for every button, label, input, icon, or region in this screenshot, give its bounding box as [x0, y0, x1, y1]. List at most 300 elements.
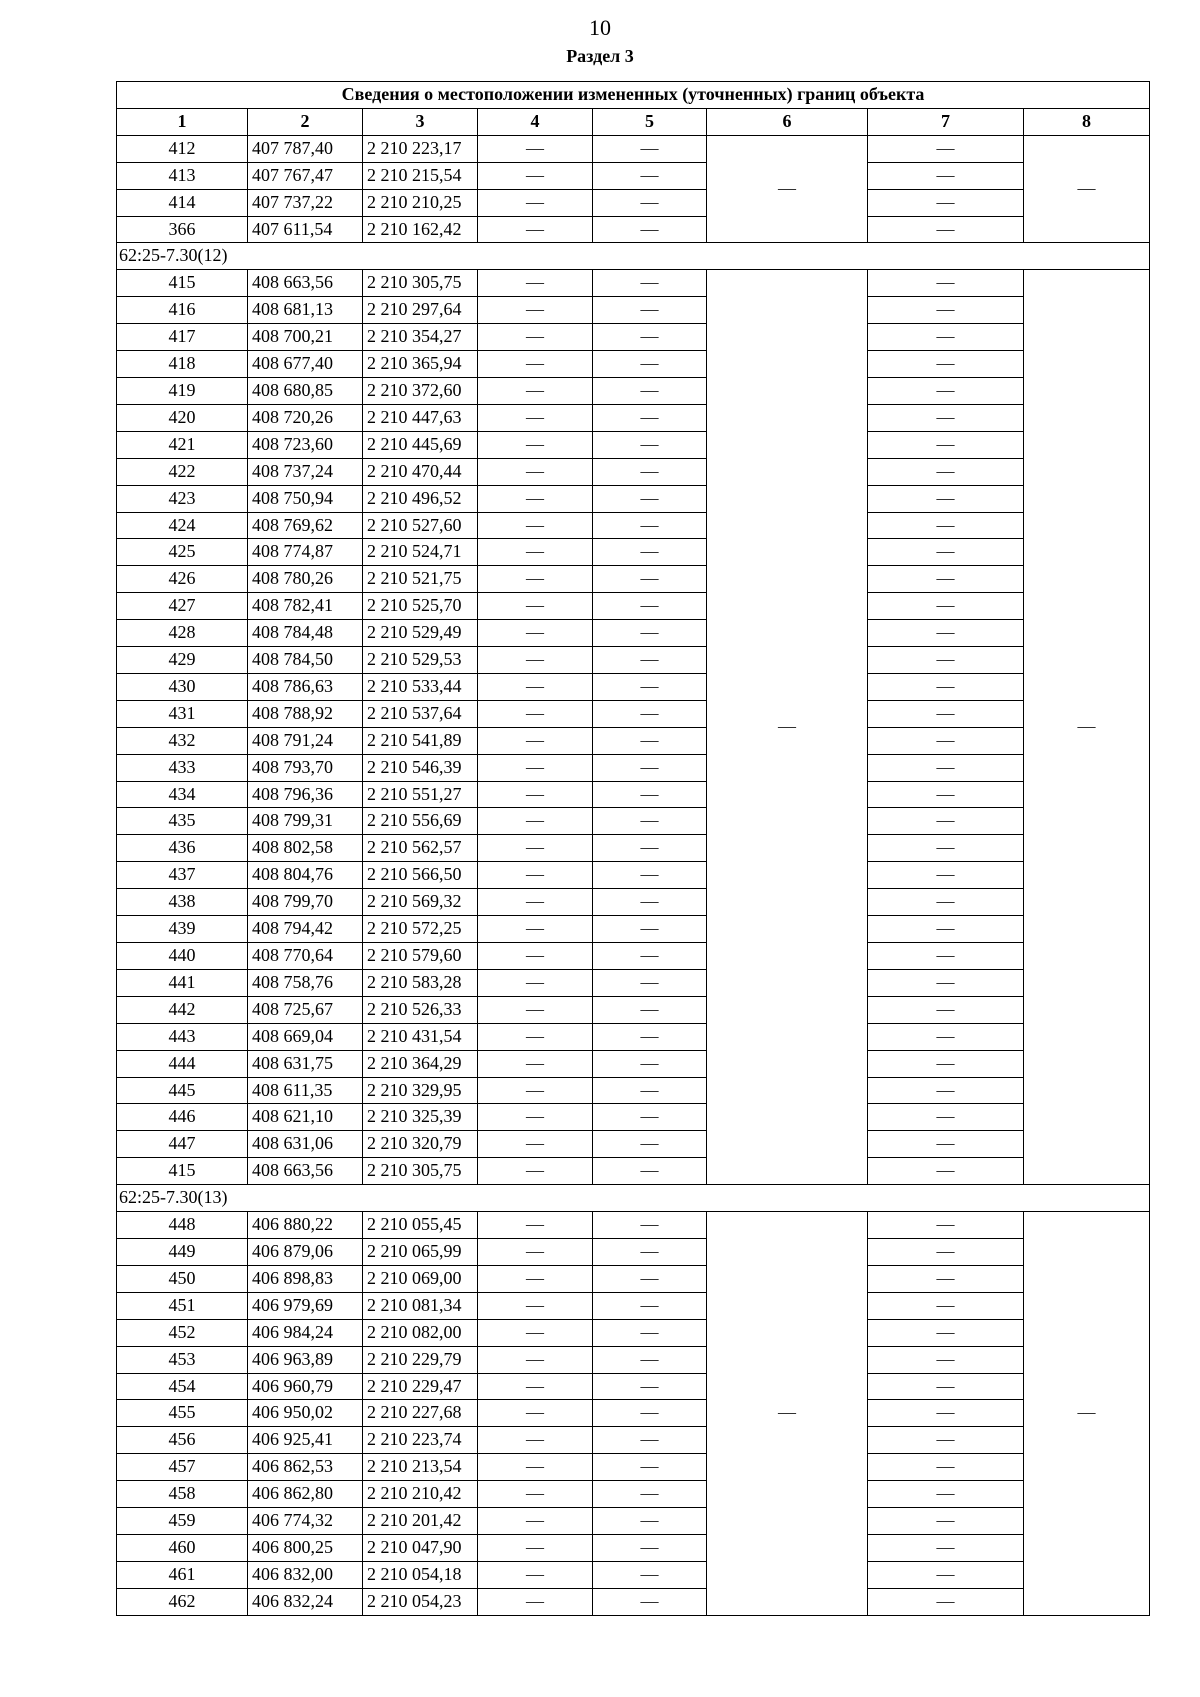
x-coordinate-cell: 406 800,25 [248, 1534, 363, 1561]
table-row [117, 647, 1150, 674]
column-5-cell: — [593, 943, 707, 970]
x-coordinate-cell: 406 963,89 [248, 1346, 363, 1373]
y-coordinate-cell: 2 210 583,28 [363, 969, 478, 996]
point-number-cell: 448 [117, 1212, 248, 1239]
column-4-cell: — [478, 1427, 593, 1454]
point-number-cell: 421 [117, 431, 248, 458]
column-7-cell: — [868, 943, 1024, 970]
column-4-cell: — [478, 1346, 593, 1373]
column-5-cell: — [593, 781, 707, 808]
column-7-cell: — [868, 647, 1024, 674]
column-4-cell: — [478, 216, 593, 243]
point-number-cell: 461 [117, 1561, 248, 1588]
table-row [117, 458, 1150, 485]
table-row [117, 1534, 1150, 1561]
x-coordinate-cell: 408 663,56 [248, 1158, 363, 1185]
column-5-cell: — [593, 969, 707, 996]
column-5-cell: — [593, 297, 707, 324]
section-title: Раздел 3 [566, 46, 634, 66]
y-coordinate-cell: 2 210 213,54 [363, 1454, 478, 1481]
column-5-cell: — [593, 324, 707, 351]
column-5-cell: — [593, 512, 707, 539]
column-5-cell: — [593, 1588, 707, 1615]
column-7-cell: — [868, 727, 1024, 754]
column-7-cell: — [868, 1481, 1024, 1508]
table-row [117, 539, 1150, 566]
column-5-cell: — [593, 1131, 707, 1158]
column-5-cell: — [593, 593, 707, 620]
x-coordinate-cell: 408 774,87 [248, 539, 363, 566]
column-header-row [117, 108, 1150, 135]
point-number-cell: 452 [117, 1319, 248, 1346]
column-7-cell: — [868, 431, 1024, 458]
column-4-cell: — [478, 727, 593, 754]
y-coordinate-cell: 2 210 537,64 [363, 700, 478, 727]
table-row [117, 862, 1150, 889]
x-coordinate-cell: 408 769,62 [248, 512, 363, 539]
table-row [117, 270, 1150, 297]
column-7-cell: — [868, 458, 1024, 485]
column-5-cell: — [593, 1265, 707, 1292]
y-coordinate-cell: 2 210 496,52 [363, 485, 478, 512]
column-4-cell: — [478, 808, 593, 835]
point-number-cell: 423 [117, 485, 248, 512]
column-8-merged-cell: — [1024, 1212, 1150, 1616]
point-number-cell: 434 [117, 781, 248, 808]
page-number: 10 [589, 15, 611, 40]
point-number-cell: 450 [117, 1265, 248, 1292]
x-coordinate-cell: 408 750,94 [248, 485, 363, 512]
y-coordinate-cell: 2 210 562,57 [363, 835, 478, 862]
column-5-cell: — [593, 1561, 707, 1588]
column-5-cell: — [593, 1077, 707, 1104]
column-5-cell: — [593, 1427, 707, 1454]
y-coordinate-cell: 2 210 524,71 [363, 539, 478, 566]
column-5-cell: — [593, 458, 707, 485]
x-coordinate-cell: 406 960,79 [248, 1373, 363, 1400]
y-coordinate-cell: 2 210 201,42 [363, 1508, 478, 1535]
y-coordinate-cell: 2 210 579,60 [363, 943, 478, 970]
column-7-cell: — [868, 1508, 1024, 1535]
column-7-cell: — [868, 754, 1024, 781]
column-5-cell: — [593, 1319, 707, 1346]
table-row [117, 1508, 1150, 1535]
column-7-cell: — [868, 566, 1024, 593]
column-4-cell: — [478, 889, 593, 916]
y-coordinate-cell: 2 210 065,99 [363, 1238, 478, 1265]
y-coordinate-cell: 2 210 447,63 [363, 404, 478, 431]
column-7-cell: — [868, 1534, 1024, 1561]
column-4-cell: — [478, 1238, 593, 1265]
column-7-cell: — [868, 1238, 1024, 1265]
column-5-cell: — [593, 162, 707, 189]
table-row [117, 512, 1150, 539]
column-4-cell: — [478, 1265, 593, 1292]
group-label: 62:25-7.30(13) [117, 1185, 1150, 1212]
x-coordinate-cell: 408 621,10 [248, 1104, 363, 1131]
x-coordinate-cell: 406 984,24 [248, 1319, 363, 1346]
point-number-cell: 415 [117, 270, 248, 297]
point-number-cell: 430 [117, 673, 248, 700]
x-coordinate-cell: 408 782,41 [248, 593, 363, 620]
column-4-cell: — [478, 620, 593, 647]
point-number-cell: 427 [117, 593, 248, 620]
point-number-cell: 453 [117, 1346, 248, 1373]
point-number-cell: 459 [117, 1508, 248, 1535]
x-coordinate-cell: 406 862,53 [248, 1454, 363, 1481]
column-7-cell: — [868, 700, 1024, 727]
table-row [117, 431, 1150, 458]
table-row [117, 1561, 1150, 1588]
column-5-cell: — [593, 862, 707, 889]
column-5-cell: — [593, 889, 707, 916]
table-row [117, 1427, 1150, 1454]
column-4-cell: — [478, 647, 593, 674]
column-4-cell: — [478, 566, 593, 593]
y-coordinate-cell: 2 210 526,33 [363, 996, 478, 1023]
column-4-cell: — [478, 754, 593, 781]
column-7-cell: — [868, 216, 1024, 243]
x-coordinate-cell: 407 767,47 [248, 162, 363, 189]
column-7-cell: — [868, 889, 1024, 916]
y-coordinate-cell: 2 210 297,64 [363, 297, 478, 324]
x-coordinate-cell: 407 787,40 [248, 135, 363, 162]
y-coordinate-cell: 2 210 354,27 [363, 324, 478, 351]
point-number-cell: 437 [117, 862, 248, 889]
column-7-cell: — [868, 270, 1024, 297]
x-coordinate-cell: 408 737,24 [248, 458, 363, 485]
column-5-cell: — [593, 431, 707, 458]
column-7-cell: — [868, 996, 1024, 1023]
column-header-5: 5 [593, 108, 707, 135]
table-row [117, 216, 1150, 243]
column-4-cell: — [478, 916, 593, 943]
x-coordinate-cell: 408 788,92 [248, 700, 363, 727]
column-4-cell: — [478, 1212, 593, 1239]
column-6-merged-cell: — [707, 270, 868, 1185]
column-5-cell: — [593, 1212, 707, 1239]
y-coordinate-cell: 2 210 229,79 [363, 1346, 478, 1373]
y-coordinate-cell: 2 210 541,89 [363, 727, 478, 754]
x-coordinate-cell: 406 774,32 [248, 1508, 363, 1535]
y-coordinate-cell: 2 210 525,70 [363, 593, 478, 620]
column-7-cell: — [868, 324, 1024, 351]
column-4-cell: — [478, 539, 593, 566]
table-row [117, 916, 1150, 943]
y-coordinate-cell: 2 210 055,45 [363, 1212, 478, 1239]
column-4-cell: — [478, 377, 593, 404]
column-header-4: 4 [478, 108, 593, 135]
x-coordinate-cell: 406 880,22 [248, 1212, 363, 1239]
table-row [117, 996, 1150, 1023]
column-5-cell: — [593, 485, 707, 512]
column-7-cell: — [868, 404, 1024, 431]
column-7-cell: — [868, 1319, 1024, 1346]
point-number-cell: 422 [117, 458, 248, 485]
point-number-cell: 445 [117, 1077, 248, 1104]
point-number-cell: 458 [117, 1481, 248, 1508]
column-7-cell: — [868, 1158, 1024, 1185]
column-7-cell: — [868, 1561, 1024, 1588]
column-4-cell: — [478, 1588, 593, 1615]
table-row [117, 1050, 1150, 1077]
column-4-cell: — [478, 297, 593, 324]
x-coordinate-cell: 407 611,54 [248, 216, 363, 243]
x-coordinate-cell: 408 758,76 [248, 969, 363, 996]
y-coordinate-cell: 2 210 047,90 [363, 1534, 478, 1561]
column-7-cell: — [868, 351, 1024, 378]
point-number-cell: 418 [117, 351, 248, 378]
y-coordinate-cell: 2 210 546,39 [363, 754, 478, 781]
x-coordinate-cell: 408 723,60 [248, 431, 363, 458]
x-coordinate-cell: 408 791,24 [248, 727, 363, 754]
y-coordinate-cell: 2 210 566,50 [363, 862, 478, 889]
column-5-cell: — [593, 700, 707, 727]
column-7-cell: — [868, 485, 1024, 512]
column-5-cell: — [593, 1373, 707, 1400]
column-7-cell: — [868, 162, 1024, 189]
column-header-1: 1 [117, 108, 248, 135]
column-6-merged-cell: — [707, 1212, 868, 1616]
column-7-cell: — [868, 377, 1024, 404]
table-row [117, 889, 1150, 916]
column-4-cell: — [478, 1023, 593, 1050]
column-4-cell: — [478, 673, 593, 700]
y-coordinate-cell: 2 210 569,32 [363, 889, 478, 916]
y-coordinate-cell: 2 210 329,95 [363, 1077, 478, 1104]
table-row [117, 1158, 1150, 1185]
table-row [117, 404, 1150, 431]
column-5-cell: — [593, 1481, 707, 1508]
column-6-merged-cell: — [707, 135, 868, 243]
column-header-3: 3 [363, 108, 478, 135]
column-5-cell: — [593, 404, 707, 431]
y-coordinate-cell: 2 210 556,69 [363, 808, 478, 835]
x-coordinate-cell: 406 950,02 [248, 1400, 363, 1427]
column-header-2: 2 [248, 108, 363, 135]
column-7-cell: — [868, 620, 1024, 647]
x-coordinate-cell: 408 793,70 [248, 754, 363, 781]
table-row [117, 1292, 1150, 1319]
table-body [117, 135, 1150, 1615]
y-coordinate-cell: 2 210 054,18 [363, 1561, 478, 1588]
column-7-cell: — [868, 916, 1024, 943]
column-7-cell: — [868, 835, 1024, 862]
column-4-cell: — [478, 1292, 593, 1319]
x-coordinate-cell: 408 802,58 [248, 835, 363, 862]
y-coordinate-cell: 2 210 521,75 [363, 566, 478, 593]
column-7-cell: — [868, 1131, 1024, 1158]
point-number-cell: 446 [117, 1104, 248, 1131]
column-5-cell: — [593, 135, 707, 162]
point-number-cell: 439 [117, 916, 248, 943]
point-number-cell: 451 [117, 1292, 248, 1319]
column-5-cell: — [593, 996, 707, 1023]
point-number-cell: 449 [117, 1238, 248, 1265]
x-coordinate-cell: 408 770,64 [248, 943, 363, 970]
table-row [117, 1212, 1150, 1239]
point-number-cell: 455 [117, 1400, 248, 1427]
column-7-cell: — [868, 1400, 1024, 1427]
table-row [117, 1265, 1150, 1292]
x-coordinate-cell: 408 631,75 [248, 1050, 363, 1077]
column-7-cell: — [868, 297, 1024, 324]
point-number-cell: 431 [117, 700, 248, 727]
column-4-cell: — [478, 862, 593, 889]
column-7-cell: — [868, 593, 1024, 620]
table-row [117, 135, 1150, 162]
column-4-cell: — [478, 1373, 593, 1400]
column-4-cell: — [478, 1400, 593, 1427]
x-coordinate-cell: 408 780,26 [248, 566, 363, 593]
column-5-cell: — [593, 1346, 707, 1373]
column-4-cell: — [478, 781, 593, 808]
column-4-cell: — [478, 1508, 593, 1535]
x-coordinate-cell: 406 898,83 [248, 1265, 363, 1292]
column-5-cell: — [593, 216, 707, 243]
column-4-cell: — [478, 189, 593, 216]
column-5-cell: — [593, 808, 707, 835]
y-coordinate-cell: 2 210 227,68 [363, 1400, 478, 1427]
point-number-cell: 424 [117, 512, 248, 539]
column-4-cell: — [478, 404, 593, 431]
column-4-cell: — [478, 324, 593, 351]
column-4-cell: — [478, 270, 593, 297]
table-row [117, 1400, 1150, 1427]
point-number-cell: 366 [117, 216, 248, 243]
y-coordinate-cell: 2 210 081,34 [363, 1292, 478, 1319]
table-row [117, 324, 1150, 351]
point-number-cell: 456 [117, 1427, 248, 1454]
column-4-cell: — [478, 969, 593, 996]
column-7-cell: — [868, 189, 1024, 216]
table-row [117, 1319, 1150, 1346]
y-coordinate-cell: 2 210 162,42 [363, 216, 478, 243]
y-coordinate-cell: 2 210 431,54 [363, 1023, 478, 1050]
boundary-coordinates-table [116, 81, 1150, 1616]
table-row [117, 700, 1150, 727]
point-number-cell: 440 [117, 943, 248, 970]
column-header-7: 7 [868, 108, 1024, 135]
table-row [117, 351, 1150, 378]
table-row [117, 969, 1150, 996]
x-coordinate-cell: 408 677,40 [248, 351, 363, 378]
column-5-cell: — [593, 1104, 707, 1131]
column-4-cell: — [478, 512, 593, 539]
y-coordinate-cell: 2 210 305,75 [363, 270, 478, 297]
column-5-cell: — [593, 539, 707, 566]
column-header-6: 6 [707, 108, 868, 135]
x-coordinate-cell: 408 796,36 [248, 781, 363, 808]
point-number-cell: 454 [117, 1373, 248, 1400]
x-coordinate-cell: 408 681,13 [248, 297, 363, 324]
group-label-row [117, 1185, 1150, 1212]
table-row [117, 1454, 1150, 1481]
column-4-cell: — [478, 1534, 593, 1561]
column-7-cell: — [868, 1346, 1024, 1373]
column-7-cell: — [868, 1588, 1024, 1615]
table-row [117, 1023, 1150, 1050]
y-coordinate-cell: 2 210 470,44 [363, 458, 478, 485]
column-4-cell: — [478, 162, 593, 189]
column-4-cell: — [478, 1319, 593, 1346]
x-coordinate-cell: 408 663,56 [248, 270, 363, 297]
y-coordinate-cell: 2 210 572,25 [363, 916, 478, 943]
column-5-cell: — [593, 916, 707, 943]
column-7-cell: — [868, 1077, 1024, 1104]
point-number-cell: 417 [117, 324, 248, 351]
column-7-cell: — [868, 1050, 1024, 1077]
point-number-cell: 438 [117, 889, 248, 916]
point-number-cell: 433 [117, 754, 248, 781]
x-coordinate-cell: 408 794,42 [248, 916, 363, 943]
x-coordinate-cell: 408 631,06 [248, 1131, 363, 1158]
x-coordinate-cell: 408 669,04 [248, 1023, 363, 1050]
table-row [117, 754, 1150, 781]
table-row [117, 1588, 1150, 1615]
column-5-cell: — [593, 835, 707, 862]
point-number-cell: 414 [117, 189, 248, 216]
y-coordinate-cell: 2 210 320,79 [363, 1131, 478, 1158]
x-coordinate-cell: 408 784,50 [248, 647, 363, 674]
column-5-cell: — [593, 566, 707, 593]
group-label-row [117, 243, 1150, 270]
point-number-cell: 441 [117, 969, 248, 996]
x-coordinate-cell: 408 680,85 [248, 377, 363, 404]
point-number-cell: 457 [117, 1454, 248, 1481]
table-row [117, 835, 1150, 862]
column-7-cell: — [868, 512, 1024, 539]
column-4-cell: — [478, 485, 593, 512]
point-number-cell: 415 [117, 1158, 248, 1185]
x-coordinate-cell: 408 725,67 [248, 996, 363, 1023]
point-number-cell: 420 [117, 404, 248, 431]
column-7-cell: — [868, 135, 1024, 162]
point-number-cell: 460 [117, 1534, 248, 1561]
column-4-cell: — [478, 1158, 593, 1185]
table-row [117, 1104, 1150, 1131]
table-row [117, 1077, 1150, 1104]
column-5-cell: — [593, 1158, 707, 1185]
y-coordinate-cell: 2 210 533,44 [363, 673, 478, 700]
table-row [117, 1131, 1150, 1158]
column-8-merged-cell: — [1024, 270, 1150, 1185]
column-4-cell: — [478, 1077, 593, 1104]
y-coordinate-cell: 2 210 372,60 [363, 377, 478, 404]
column-5-cell: — [593, 620, 707, 647]
column-5-cell: — [593, 727, 707, 754]
column-7-cell: — [868, 1454, 1024, 1481]
column-8-merged-cell: — [1024, 135, 1150, 243]
x-coordinate-cell: 408 804,76 [248, 862, 363, 889]
x-coordinate-cell: 406 979,69 [248, 1292, 363, 1319]
column-5-cell: — [593, 1454, 707, 1481]
column-4-cell: — [478, 996, 593, 1023]
point-number-cell: 419 [117, 377, 248, 404]
column-4-cell: — [478, 1481, 593, 1508]
point-number-cell: 429 [117, 647, 248, 674]
table-row [117, 1481, 1150, 1508]
column-4-cell: — [478, 351, 593, 378]
table-row [117, 593, 1150, 620]
column-5-cell: — [593, 647, 707, 674]
y-coordinate-cell: 2 210 229,47 [363, 1373, 478, 1400]
point-number-cell: 416 [117, 297, 248, 324]
column-7-cell: — [868, 969, 1024, 996]
column-5-cell: — [593, 189, 707, 216]
table-row [117, 1346, 1150, 1373]
x-coordinate-cell: 408 611,35 [248, 1077, 363, 1104]
